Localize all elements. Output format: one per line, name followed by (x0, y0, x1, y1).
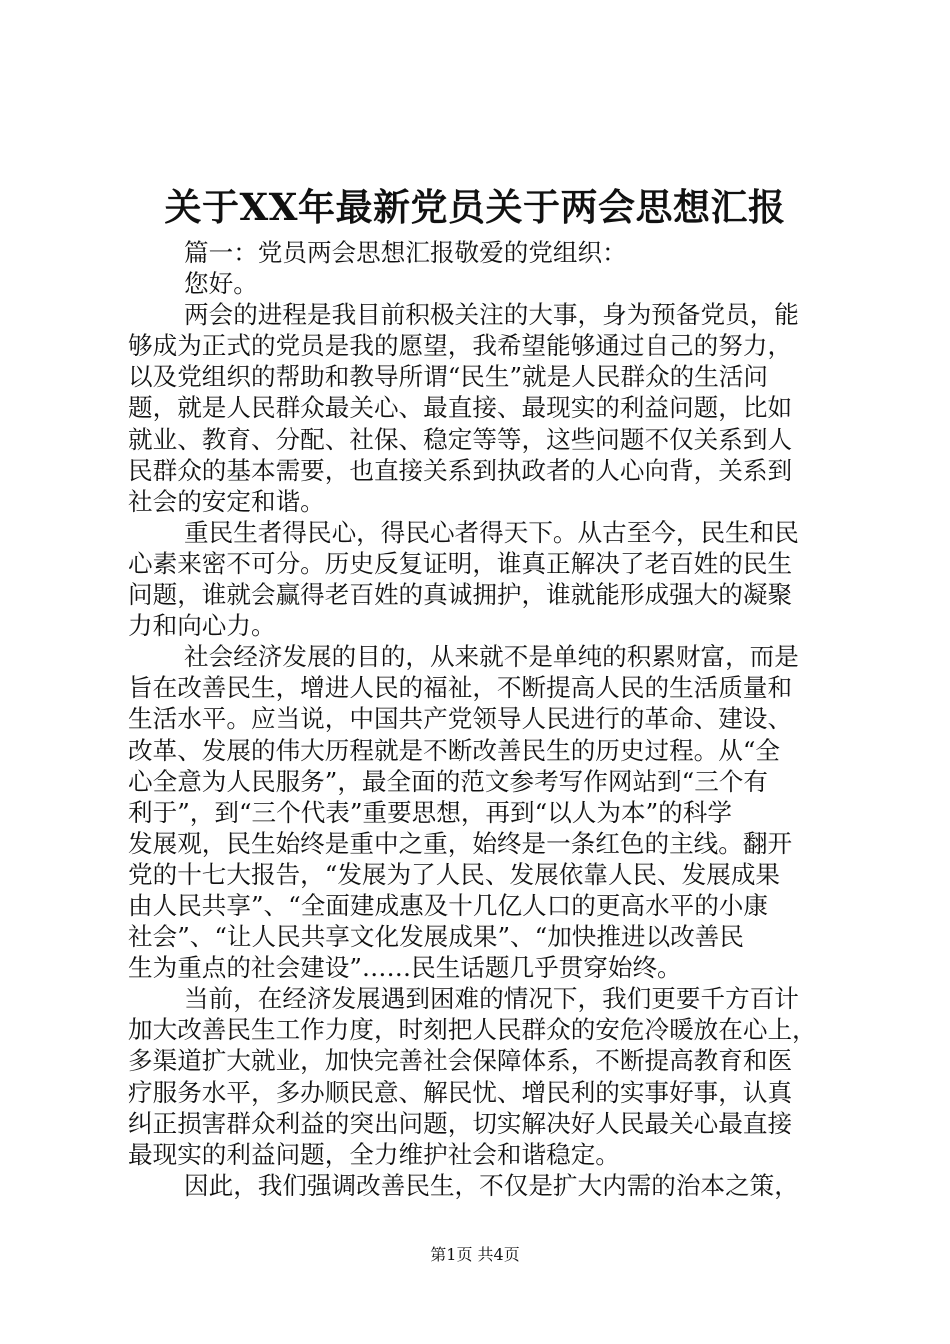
text-line: 题，就是人民群众最关心、最直接、最现实的利益问题，比如 (128, 393, 793, 423)
text-line: 生为重点的社会建设”……民生话题几乎贯穿始终。 (128, 953, 682, 983)
text-line: 最现实的利益问题，全力维护社会和谐稳定。 (128, 1139, 620, 1169)
document-title: 关于XX年最新党员关于两会思想汇报 (164, 185, 786, 229)
text-line: 发展观，民生始终是重中之重，始终是一条红色的主线。翻开 (128, 828, 793, 858)
text-line: 加大改善民生工作力度，时刻把人民群众的安危冷暖放在心上， (128, 1015, 817, 1045)
text-line: 民群众的基本需要，也直接关系到执政者的人心向背，关系到 (128, 455, 793, 485)
text-line: 问题，谁就会赢得老百姓的真诚拥护，谁就能形成强大的凝聚 (128, 580, 793, 610)
text-line: 生活水平。应当说，中国共产党领导人民进行的革命、建设、 (128, 704, 793, 734)
text-line: 心全意为人民服务”，最全面的范文参考写作网站到“三个有 (128, 766, 768, 796)
text-line: 您好。 (184, 269, 258, 299)
text-line: 疗服务水平，多办顺民意、解民忧、增民利的实事好事，认真 (128, 1077, 793, 1107)
text-line: 社会的安定和谐。 (128, 486, 325, 516)
text-line: 两会的进程是我目前积极关注的大事，身为预备党员，能 (184, 300, 799, 330)
text-line: 纠正损害群众利益的突出问题，切实解决好人民最关心最直接 (128, 1108, 793, 1138)
text-line: 改革、发展的伟大历程就是不断改善民生的历史过程。从“全 (128, 735, 781, 765)
text-line: 以及党组织的帮助和教导所谓“民生”就是人民群众的生活问 (128, 362, 768, 392)
text-line: 旨在改善民生，增进人民的福祉，不断提高人民的生活质量和 (128, 673, 793, 703)
text-line: 当前，在经济发展遇到困难的情况下，我们更要千方百计 (184, 984, 799, 1014)
text-line: 由人民共享”、“全面建成惠及十几亿人口的更高水平的小康 (128, 890, 768, 920)
text-line: 利于”，到“三个代表”重要思想，再到“以人为本”的科学 (128, 797, 732, 827)
text-line: 因此，我们强调改善民生，不仅是扩大内需的治本之策， (184, 1170, 799, 1200)
text-line: 心素来密不可分。历史反复证明，谁真正解决了老百姓的民生 (128, 548, 793, 578)
text-line: 党的十七大报告，“发展为了人民、发展依靠人民、发展成果 (128, 859, 781, 889)
text-line: 就业、教育、分配、社保、稳定等等，这些问题不仅关系到人 (128, 424, 793, 454)
document-body (128, 237, 832, 1201)
text-line: 社会经济发展的目的，从来就不是单纯的积累财富，而是 (184, 642, 799, 672)
page-footer: 第1页 共4页 (430, 1245, 520, 1264)
text-line: 社会”、“让人民共享文化发展成果”、“加快推进以改善民 (128, 922, 744, 952)
text-line: 重民生者得民心，得民心者得天下。从古至今，民生和民 (184, 517, 799, 547)
text-line: 多渠道扩大就业，加快完善社会保障体系，不断提高教育和医 (128, 1046, 793, 1076)
text-line: 力和向心力。 (128, 611, 276, 641)
text-line: 够成为正式的党员是我的愿望，我希望能够通过自己的努力， (128, 331, 793, 361)
text-line: 篇一：党员两会思想汇报敬爱的党组织： (184, 238, 627, 267)
